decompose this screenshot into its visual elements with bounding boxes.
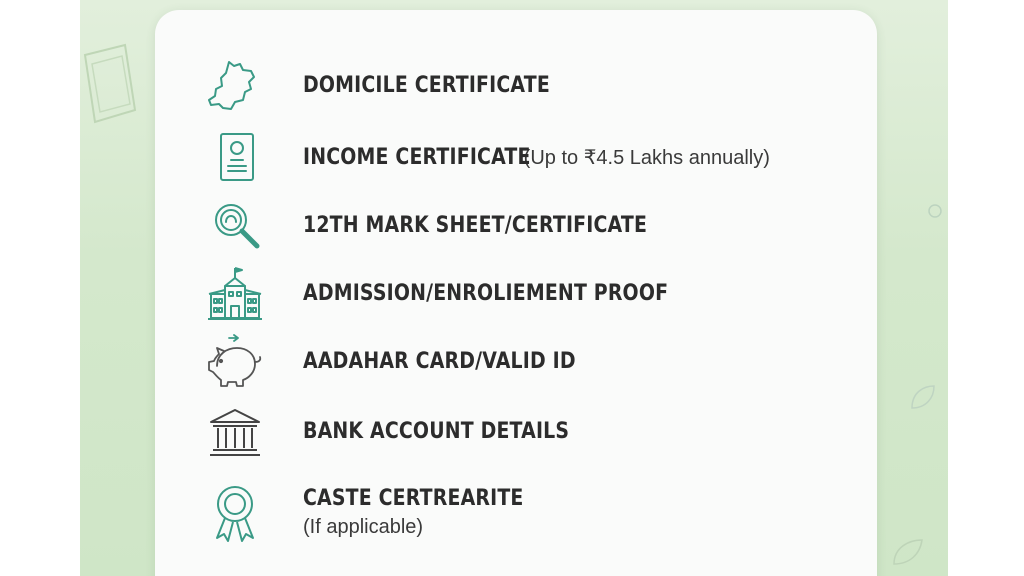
id-card-icon xyxy=(207,130,263,186)
bank-icon xyxy=(207,404,263,460)
list-item xyxy=(207,58,847,114)
magnifier-icon xyxy=(207,198,263,254)
document-note: (Up to ₹4.5 Lakhs annually) xyxy=(523,146,770,169)
list-item xyxy=(207,198,847,254)
document-title: ADMISSION/ENROLIEMENT PROOF xyxy=(303,280,669,306)
piggy-bank-icon xyxy=(207,334,263,390)
list-item xyxy=(207,130,847,186)
award-ribbon-icon xyxy=(207,482,263,544)
document-title: BANK ACCOUNT DETAILS xyxy=(303,418,570,444)
list-item xyxy=(207,482,847,552)
list-item xyxy=(207,266,847,322)
decorative-doodle-icon xyxy=(80,40,140,130)
decorative-leaf-icon xyxy=(906,380,940,414)
list-item xyxy=(207,404,847,460)
list-item xyxy=(207,334,847,390)
document-title: INCOME CERTIFICATE xyxy=(303,144,531,170)
map-icon xyxy=(207,58,263,114)
document-title: DOMICILE CERTIFICATE xyxy=(303,72,550,98)
document-title: CASTE CERTREARITE xyxy=(303,486,524,512)
document-title: 12TH MARK SHEET/CERTIFICATE xyxy=(303,212,648,238)
school-building-icon xyxy=(207,266,263,322)
background-panel xyxy=(80,0,948,576)
decorative-leaf-icon xyxy=(888,534,928,570)
document-note: (If applicable) xyxy=(303,515,424,538)
decorative-circle-icon xyxy=(926,202,944,220)
document-title: AADAHAR CARD/VALID ID xyxy=(303,348,576,374)
